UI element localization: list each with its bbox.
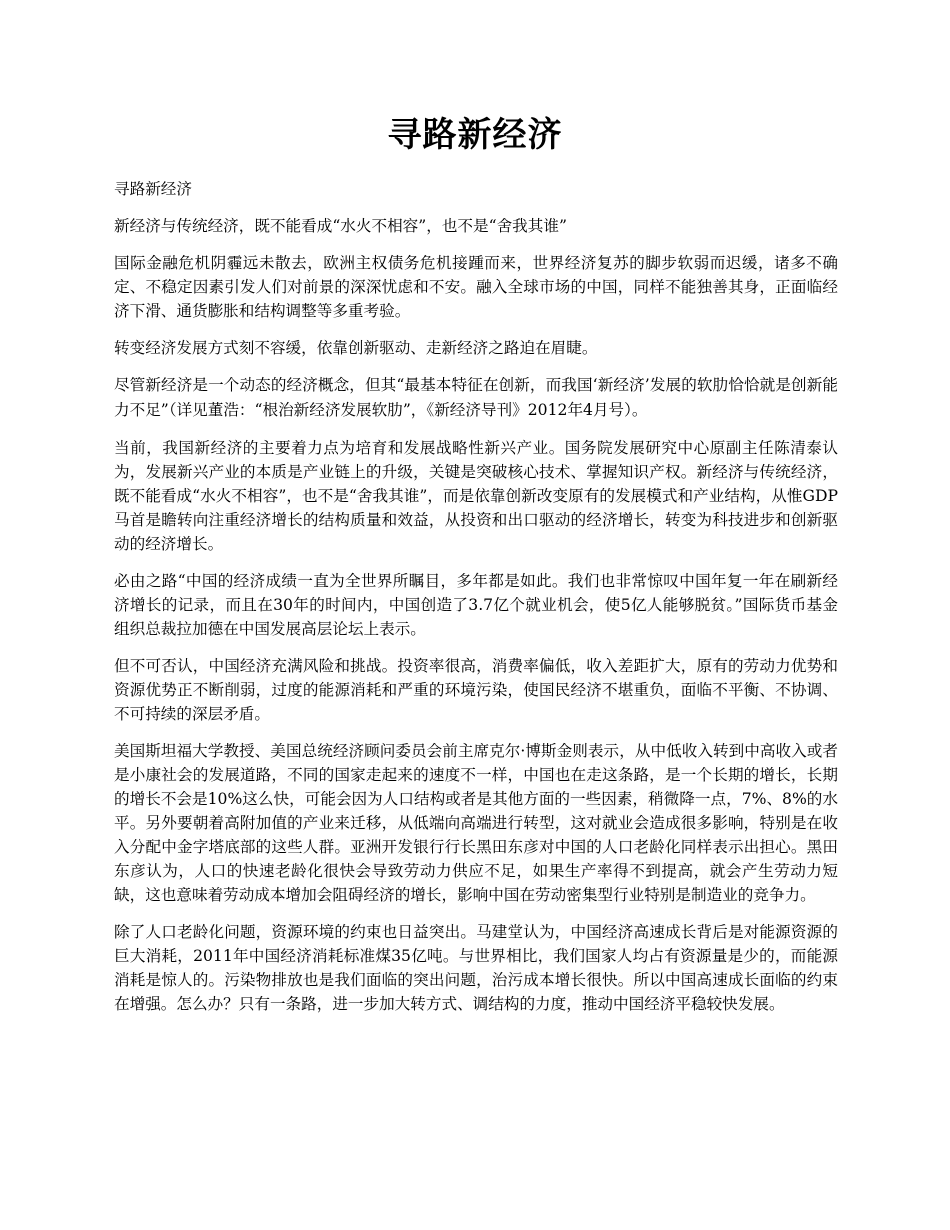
paragraph-8: 但不可否认，中国经济充满风险和挑战。投资率很高，消费率偏低，收入差距扩大，原有的劳动力优势和资源优势正不断削弱，过度的能源消耗和严重的环境污染，使国民经济不堪重负，面临不平衡、不协调、不可持续的深层矛盾。 (114, 657, 838, 723)
paragraph-7: 必由之路“中国的经济成绩一直为全世界所瞩目，多年都是如此。我们也非常惊叹中国年复一年在刷新经济增长的记录，而且在30年的时间内，中国创造了3.7亿个就业机会，使5亿人能够脱贫。”国际货币基金组织总裁拉加德在中国发展高层论坛上表示。 (114, 572, 838, 638)
paragraph-10: 除了人口老龄化问题，资源环境的约束也日益突出。马建堂认为，中国经济高速成长背后是对能源资源的巨大消耗，2011年中国经济消耗标准煤35亿吨。与世界相比，我们国家人均占有资源量是少的，而能源消耗是惊人的。污染物排放也是我们面临的突出问题，治污成本增长很快。所以中国高速成长面临的约束在增强。怎么办？只有一条路，进一步加大转方式、调结构的力度，推动中国经济平稳较快发展。 (114, 923, 838, 1013)
paragraph-5: 尽管新经济是一个动态的经济概念，但其“最基本特征在创新，而我国‘新经济’发展的软肋恰恰就是创新能力不足”（详见董浩：“根治新经济发展软肋”，《新经济导刊》2012年4月号）。 (114, 376, 838, 419)
document-title: 寻路新经济 (387, 115, 563, 155)
paragraph-2: 新经济与传统经济，既不能看成“水火不相容”，也不是“舍我其谁” (114, 217, 567, 235)
paragraph-6: 当前，我国新经济的主要着力点为培育和发展战略性新兴产业。国务院发展研究中心原副主任陈清泰认为，发展新兴产业的本质是产业链上的升级，关键是突破核心技术、掌握知识产权。新经济与传统经济，既不能看成“水火不相容”，也不是“舍我其谁”，而是依靠创新改变原有的发展模式和产业结构，从惟GDP马首是瞻转向注重经济增长的结构质量和效益，从投资和出口驱动的经济增长，转变为科技进步和创新驱动的经济增长。 (114, 439, 838, 553)
document-body (114, 177, 838, 1029)
paragraph-1: 寻路新经济 (114, 180, 192, 198)
paragraph-3: 国际金融危机阴霾远未散去，欧洲主权债务危机接踵而来，世界经济复苏的脚步软弱而迟缓，诸多不确定、不稳定因素引发人们对前景的深深忧虑和不安。融入全球市场的中国，同样不能独善其身，正面临经济下滑、通货膨胀和结构调整等多重考验。 (114, 254, 838, 320)
paragraph-9: 美国斯坦福大学教授、美国总统经济顾问委员会前主席克尔·博斯金则表示，从中低收入转到中高收入或者是小康社会的发展道路，不同的国家走起来的速度不一样，中国也在走这条路，是一个长期的增长，长期的增长不会是10%这么快，可能会因为人口结构或者是其他方面的一些因素，稍微降一点，7%、8%的水平。另外要朝着高附加值的产业来迁移，从低端向高端进行转型，这对就业会造成很多影响，特别是在收入分配中金字塔底部的这些人群。亚洲开发银行行长黑田东彦对中国的人口老龄化同样表示出担心。黑田东彦认为，人口的快速老龄化很快会导致劳动力供应不足，如果生产率得不到提高，就会产生劳动力短缺，这也意味着劳动成本增加会阻碍经济的增长，影响中国在劳动密集型行业特别是制造业的竞争力。 (114, 742, 838, 904)
paragraph-4: 转变经济发展方式刻不容缓，依靠创新驱动、走新经济之路迫在眉睫。 (114, 339, 598, 357)
